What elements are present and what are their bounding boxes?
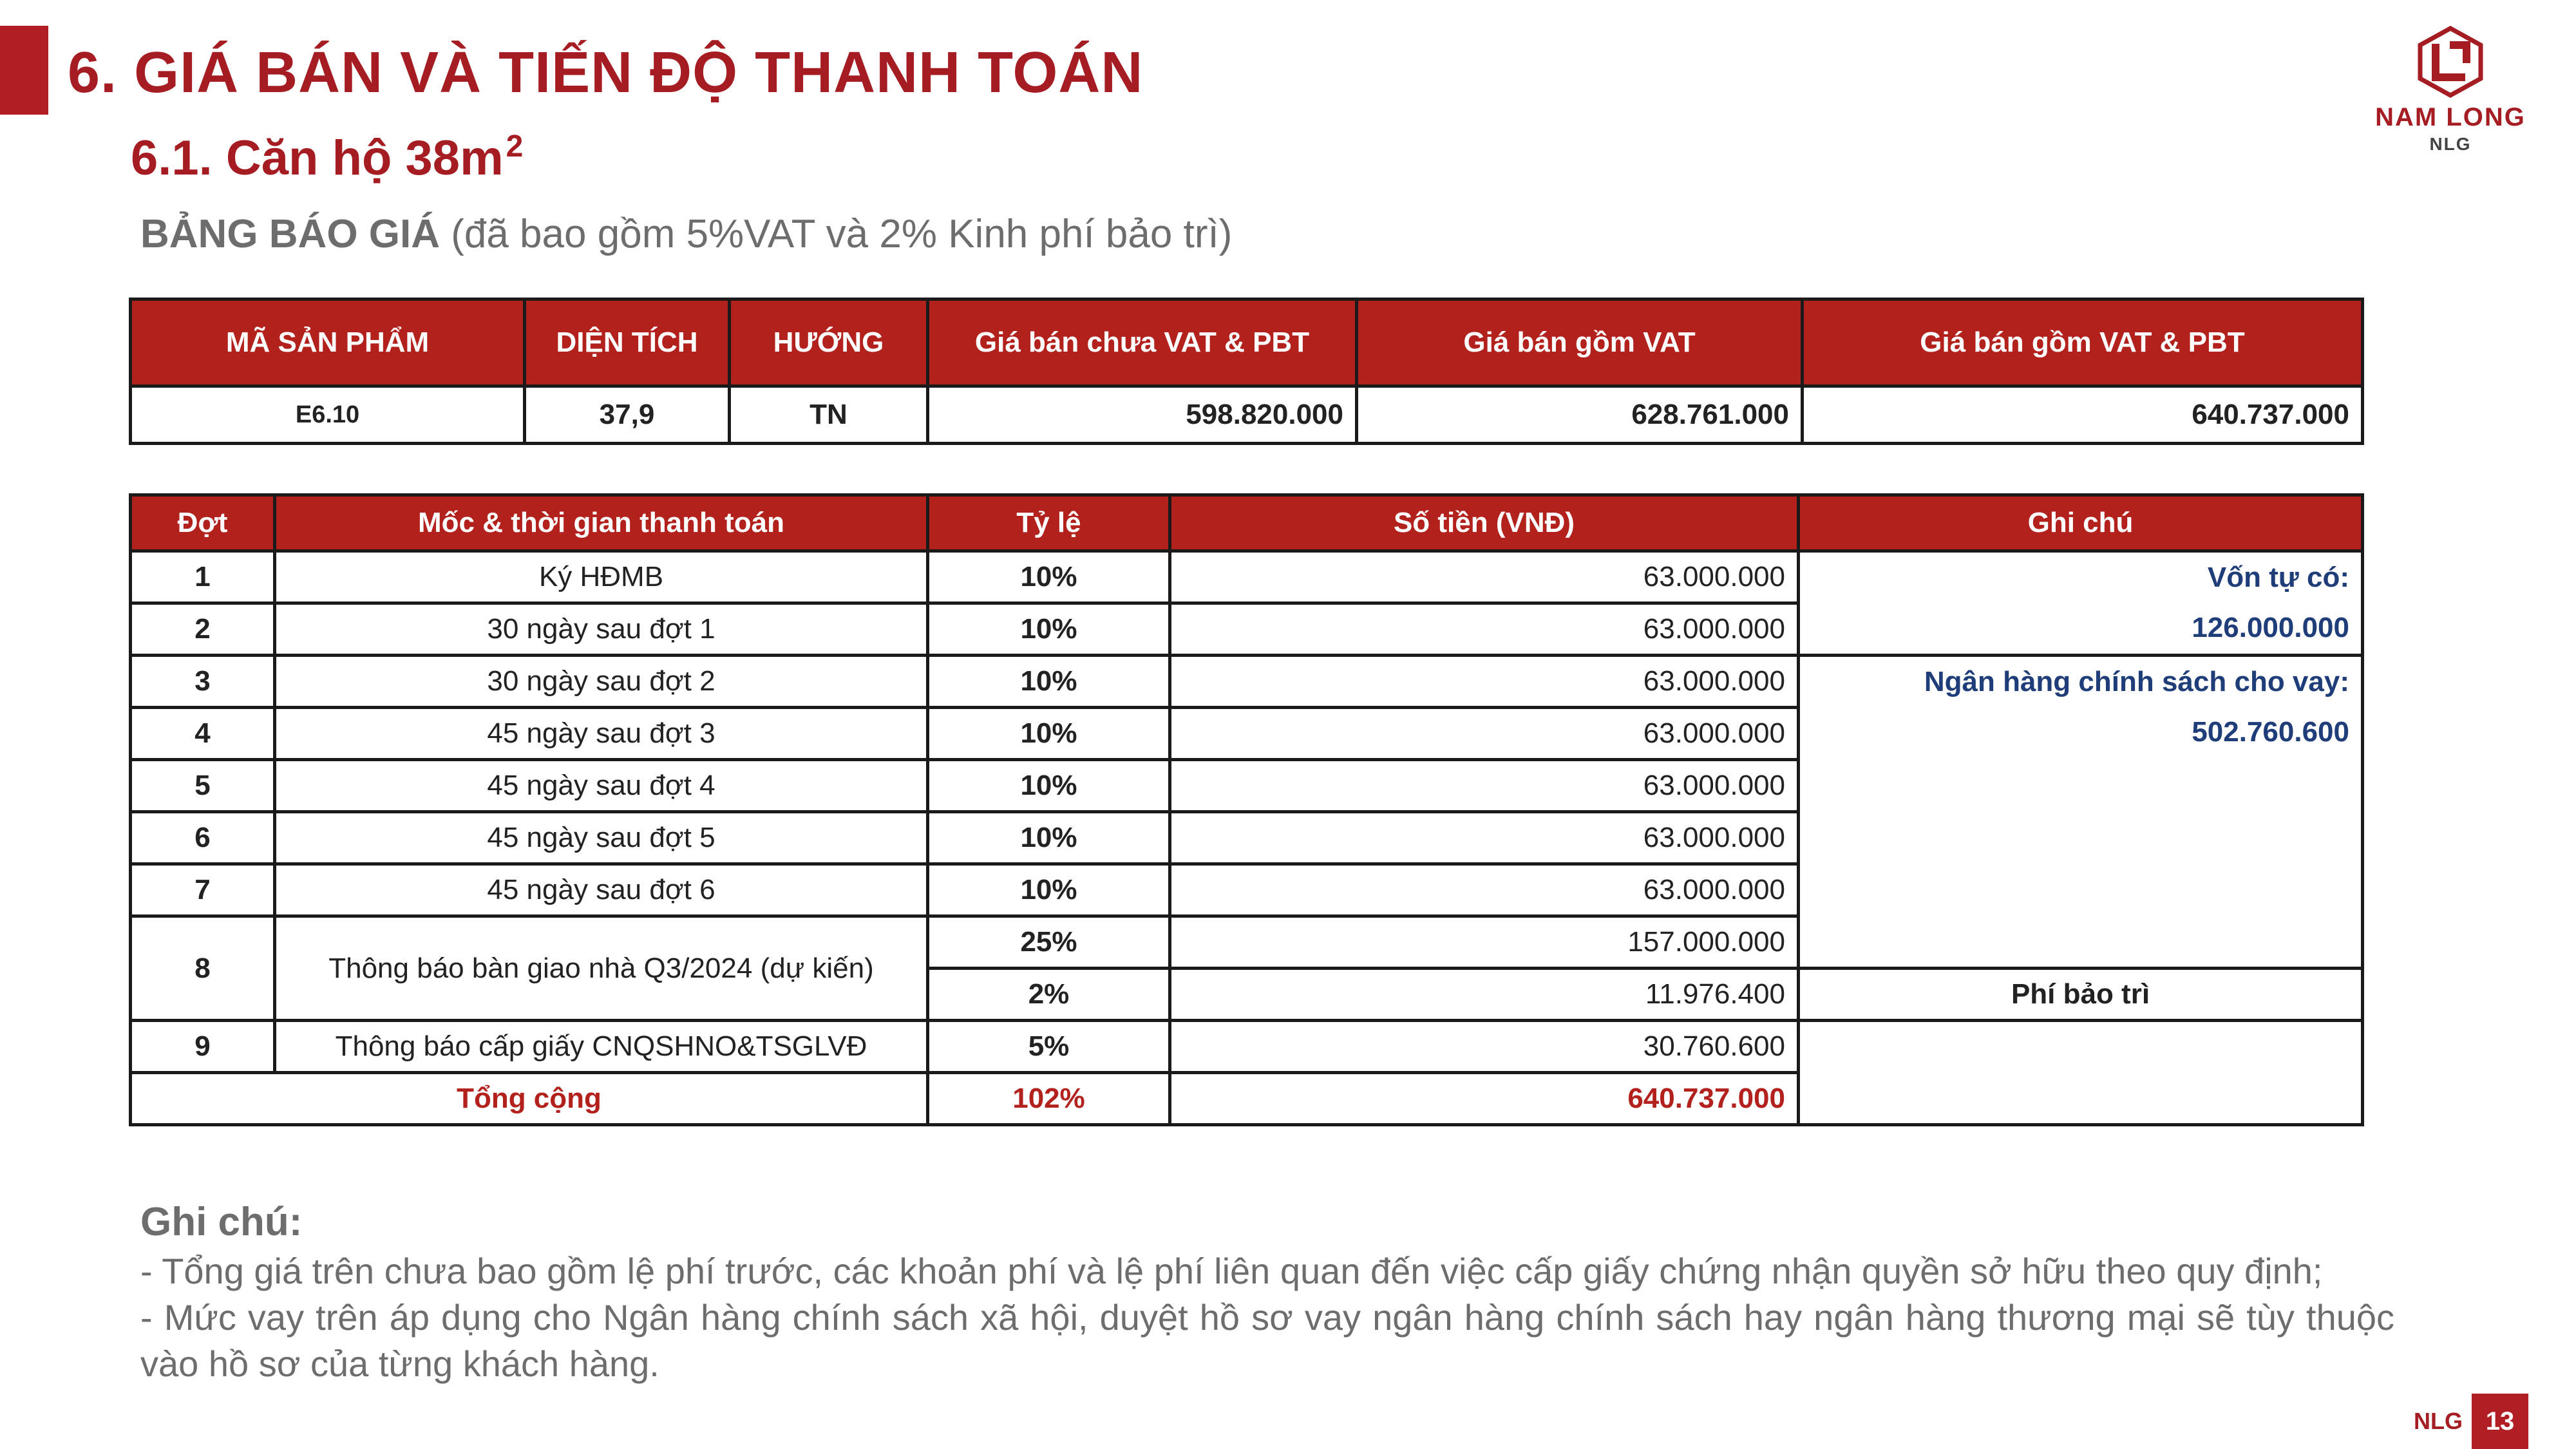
bank-loan-label: Ngân hàng chính sách cho vay:	[1924, 666, 2349, 697]
header-area: DIỆN TÍCH	[525, 299, 730, 386]
payment-table-header	[131, 495, 2363, 551]
cell-installment: 4	[131, 708, 275, 760]
cell-installment: 7	[131, 864, 275, 916]
cell-amount: 157.000.000	[1170, 916, 1799, 969]
cell-milestone: 45 ngày sau đợt 6	[275, 864, 928, 916]
cell-rate: 5%	[928, 1021, 1170, 1073]
cell-amount: 11.976.400	[1170, 969, 1799, 1021]
cell-price-incl-vat-pbt: 640.737.000	[1803, 386, 2363, 444]
table-row	[131, 656, 2363, 708]
total-amount: 640.737.000	[1170, 1073, 1799, 1125]
table-row	[131, 551, 2363, 603]
cell-amount: 63.000.000	[1170, 812, 1799, 864]
logo-ticker: NLG	[2429, 134, 2472, 154]
header-rate: Tỷ lệ	[928, 495, 1170, 551]
cell-rate: 10%	[928, 551, 1170, 603]
cell-milestone: 30 ngày sau đợt 1	[275, 603, 928, 656]
cell-installment: 9	[131, 1021, 275, 1073]
cell-amount: 63.000.000	[1170, 603, 1799, 656]
cell-installment: 1	[131, 551, 275, 603]
cell-installment: 6	[131, 812, 275, 864]
bank-loan-value: 502.760.600	[2192, 716, 2349, 748]
logo-name: NAM LONG	[2375, 103, 2526, 131]
header-price-incl-vat-pbt: Giá bán gồm VAT & PBT	[1803, 299, 2363, 386]
cell-milestone: 45 ngày sau đợt 3	[275, 708, 928, 760]
cell-installment: 3	[131, 656, 275, 708]
cell-amount: 63.000.000	[1170, 708, 1799, 760]
note-empty	[1799, 1021, 2363, 1125]
note-own-capital	[1799, 551, 2363, 656]
total-rate: 102%	[928, 1073, 1170, 1125]
cell-installment: 8	[131, 916, 275, 1021]
company-logo	[2357, 26, 2544, 155]
cell-milestone: Ký HĐMB	[275, 551, 928, 603]
price-quote-table	[129, 298, 2364, 445]
footnotes-title: Ghi chú:	[140, 1200, 303, 1244]
footer-brand: NLG	[2414, 1408, 2463, 1434]
header-price-incl-vat: Giá bán gồm VAT	[1357, 299, 1803, 386]
cell-price-incl-vat: 628.761.000	[1357, 386, 1803, 444]
cell-rate: 10%	[928, 864, 1170, 916]
own-capital-value: 126.000.000	[2192, 612, 2349, 643]
header-amount: Số tiền (VNĐ)	[1170, 495, 1799, 551]
quote-caption-bold: BẢNG BÁO GIÁ	[140, 212, 440, 256]
price-table-row	[131, 386, 2363, 444]
cell-installment: 2	[131, 603, 275, 656]
cell-milestone: Thông báo cấp giấy CNQSHNO&TSGLVĐ	[275, 1021, 928, 1073]
cell-milestone: 45 ngày sau đợt 4	[275, 760, 928, 812]
cell-rate: 10%	[928, 603, 1170, 656]
header-milestone: Mốc & thời gian thanh toán	[275, 495, 928, 551]
cell-rate: 10%	[928, 656, 1170, 708]
cell-rate: 10%	[928, 760, 1170, 812]
section-subtitle	[131, 129, 523, 186]
cell-rate: 25%	[928, 916, 1170, 969]
cell-rate: 10%	[928, 812, 1170, 864]
subtitle-text: 6.1. Căn hộ 38m	[131, 131, 504, 185]
cell-amount: 30.760.600	[1170, 1021, 1799, 1073]
cell-milestone: 30 ngày sau đợt 2	[275, 656, 928, 708]
cell-rate: 2%	[928, 969, 1170, 1021]
cell-amount: 63.000.000	[1170, 551, 1799, 603]
quote-caption	[140, 211, 1232, 257]
payment-schedule-table	[129, 493, 2364, 1126]
header-price-excl-vat: Giá bán chưa VAT & PBT	[928, 299, 1357, 386]
cell-amount: 63.000.000	[1170, 656, 1799, 708]
table-row	[131, 1021, 2363, 1073]
header-product-code: MÃ SẢN PHẨM	[131, 299, 525, 386]
nam-long-logo-icon	[2416, 26, 2485, 98]
cell-rate: 10%	[928, 708, 1170, 760]
header-installment: Đợt	[131, 495, 275, 551]
cell-product-code: E6.10	[131, 386, 525, 444]
own-capital-label: Vốn tự có:	[2207, 562, 2349, 593]
page-number-badge: 13	[2472, 1394, 2528, 1449]
cell-amount: 63.000.000	[1170, 864, 1799, 916]
total-label: Tổng cộng	[131, 1073, 928, 1125]
subtitle-superscript: 2	[506, 129, 524, 164]
title-accent-bar	[0, 26, 48, 115]
note-bank-loan	[1799, 656, 2363, 969]
cell-amount: 63.000.000	[1170, 760, 1799, 812]
header-direction: HƯỚNG	[730, 299, 928, 386]
price-table-header	[131, 299, 2363, 386]
cell-installment: 5	[131, 760, 275, 812]
footnote-line: - Mức vay trên áp dụng cho Ngân hàng chính sách xã hội, duyệt hồ sơ vay ngân hàng chính sách hay ngân hàng thương mại sẽ tùy thuộc vào hồ sơ của từng khách hàng.	[140, 1297, 2394, 1384]
page-title: 6. GIÁ BÁN VÀ TIẾN ĐỘ THANH TOÁN	[68, 41, 1144, 105]
cell-area: 37,9	[525, 386, 730, 444]
cell-price-excl-vat: 598.820.000	[928, 386, 1357, 444]
note-maintenance-fee: Phí bảo trì	[1799, 969, 2363, 1021]
quote-caption-rest: (đã bao gồm 5%VAT và 2% Kinh phí bảo trì)	[440, 212, 1233, 256]
footnotes	[140, 1199, 2394, 1387]
cell-direction: TN	[730, 386, 928, 444]
cell-milestone: 45 ngày sau đợt 5	[275, 812, 928, 864]
header-note: Ghi chú	[1799, 495, 2363, 551]
cell-milestone: Thông báo bàn giao nhà Q3/2024 (dự kiến)	[275, 916, 928, 1021]
footnote-line: - Tổng giá trên chưa bao gồm lệ phí trước, các khoản phí và lệ phí liên quan đến việc cấp giấy chứng nhận quyền sở hữu theo quy định;	[140, 1251, 2323, 1291]
